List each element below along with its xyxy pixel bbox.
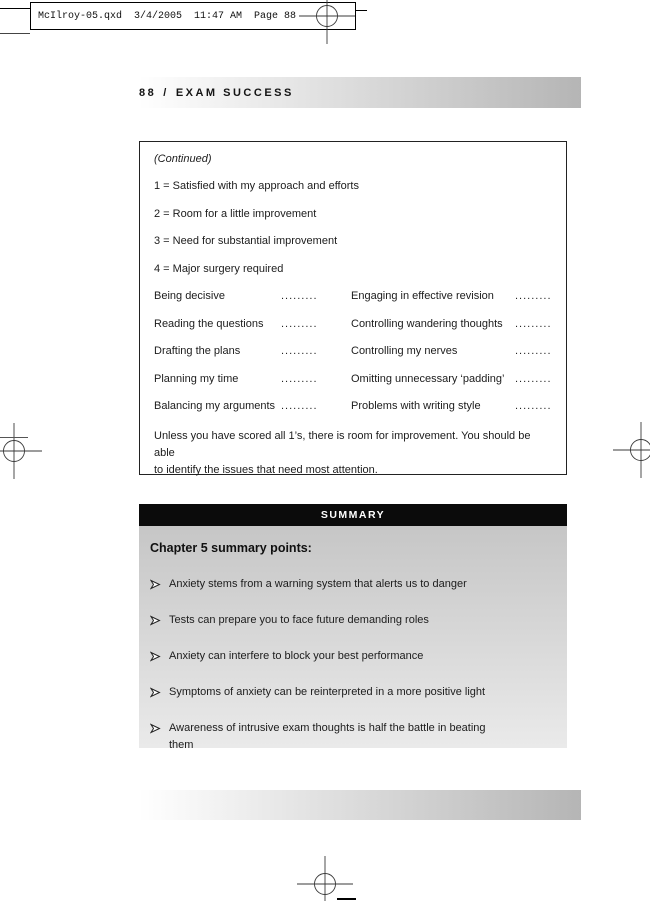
item-label: Omitting unnecessary ‘padding’ — [351, 372, 505, 385]
questionnaire-box — [139, 141, 567, 475]
trim-mark-slug-tail — [356, 10, 367, 11]
summary-point — [150, 612, 555, 632]
arrow-bullet-icon — [150, 684, 169, 704]
summary-heading: Chapter 5 summary points: — [150, 541, 312, 555]
registration-mark-right — [613, 422, 650, 478]
answer-dots: ......... — [281, 372, 318, 385]
questionnaire-note — [154, 428, 552, 479]
registration-mark-top — [299, 0, 355, 44]
note-line: Unless you have scored all 1’s, there is room for improvement. You should be able — [154, 429, 531, 459]
page-number: 88 — [139, 86, 157, 99]
summary-point-text: Tests can prepare you to face future demanding roles — [169, 614, 429, 626]
trim-mark-left-mid — [0, 437, 28, 438]
summary-point-text: Anxiety stems from a warning system that alerts us to danger — [169, 578, 467, 590]
trim-mark-top-left — [0, 8, 30, 9]
arrow-bullet-icon — [150, 576, 169, 596]
answer-dots: ......... — [515, 345, 552, 357]
summary-point — [150, 684, 555, 704]
footer-band — [139, 790, 581, 820]
answer-dots: ......... — [515, 317, 552, 330]
answer-dots: ......... — [281, 345, 318, 357]
trim-mark-left-upper — [0, 33, 30, 34]
printer-slug-text: McIlroy-05.qxd 3/4/2005 11:47 AM Page 88 — [38, 10, 297, 22]
scale-line: 3 = Need for substantial improvement — [154, 235, 338, 247]
item-label: Drafting the plans — [154, 345, 241, 357]
item-label: Problems with writing style — [351, 400, 481, 412]
arrow-bullet-icon — [150, 720, 169, 754]
questionnaire-row — [154, 373, 552, 386]
summary-point — [150, 576, 555, 596]
summary-point-text: Anxiety can interfere to block your best performance — [169, 650, 424, 662]
questionnaire-row — [154, 318, 552, 331]
summary-point-line: them — [169, 739, 194, 751]
answer-dots: ......... — [281, 317, 318, 330]
item-label: Controlling my nerves — [351, 345, 458, 357]
summary-point — [150, 648, 555, 668]
summary-title: SUMMARY — [320, 509, 386, 521]
answer-dots: ......... — [281, 290, 318, 302]
answer-dots: ......... — [281, 400, 318, 412]
summary-box — [139, 526, 567, 751]
item-label: Balancing my arguments — [154, 400, 276, 412]
summary-point-text: Symptoms of anxiety can be reinterpreted in a more positive light — [169, 686, 486, 698]
running-head-separator: / — [163, 86, 169, 99]
item-label: Controlling wandering thoughts — [351, 317, 503, 330]
scale-line: 4 = Major surgery required — [154, 262, 284, 275]
registration-mark-bottom — [297, 856, 353, 901]
registration-mark-left — [0, 423, 42, 479]
trim-mark-bottom — [337, 898, 356, 900]
item-label: Being decisive — [154, 290, 225, 302]
questionnaire-row — [154, 345, 552, 358]
summary-title-bar — [139, 504, 567, 526]
note-line: to identify the issues that need most attention. — [154, 463, 378, 476]
summary-point-text — [169, 720, 555, 754]
answer-dots: ......... — [515, 372, 552, 385]
questionnaire-row — [154, 400, 552, 413]
item-label: Engaging in effective revision — [351, 290, 494, 302]
item-label: Reading the questions — [154, 317, 264, 330]
item-label: Planning my time — [154, 372, 239, 385]
summary-point — [150, 720, 555, 754]
questionnaire-row — [154, 290, 552, 303]
answer-dots: ......... — [515, 400, 552, 412]
scale-line: 2 = Room for a little improvement — [154, 207, 317, 220]
answer-dots: ......... — [515, 290, 552, 302]
arrow-bullet-icon — [150, 612, 169, 632]
continued-label: (Continued) — [154, 153, 212, 165]
questionnaire-rows — [154, 290, 552, 413]
book-title: EXAM SUCCESS — [175, 86, 294, 99]
arrow-bullet-icon — [150, 648, 169, 668]
scale-line: 1 = Satisfied with my approach and efforts — [154, 180, 359, 192]
running-head — [139, 77, 581, 108]
summary-point-line: Awareness of intrusive exam thoughts is half the battle in beating — [169, 722, 486, 734]
